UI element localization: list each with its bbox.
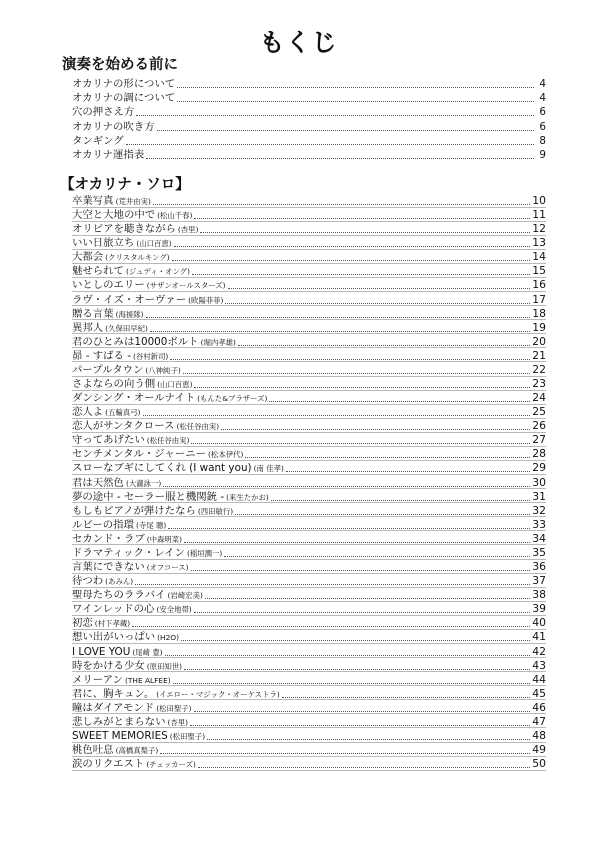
toc-entry-artist: (中森明菜) [146,534,183,544]
toc-entry-page-number: 12 [532,222,546,236]
toc-entry-title: 大空と大地の中で [72,209,156,222]
dot-leader [184,533,530,543]
toc-entry-line [72,148,546,162]
toc-entry[interactable] [72,363,546,377]
toc-entry-artist: (八神純子) [145,365,181,375]
toc-entry-page-number: 8 [539,134,546,147]
toc-entry-artist: (サザンオールスターズ) [146,281,226,291]
toc-entry-artist: (山口百恵) [136,239,172,249]
toc-entry[interactable] [72,560,546,574]
toc-entry-artist: (松田聖子) [156,703,192,713]
toc-entry[interactable] [72,757,546,771]
dot-leader [135,575,530,585]
toc-entry-title: 贈る言葉 [72,307,114,320]
toc-entry-artist: (オフコース) [146,563,189,573]
toc-entry[interactable] [72,391,546,405]
toc-entry-title: 言葉にできない [72,561,145,574]
dot-leader [191,561,531,571]
toc-entry-artist: (高橋真梨子) [115,746,159,756]
toc-entry-title: ダンシング・オールナイト [72,392,196,405]
dot-leader [282,688,531,698]
dot-leader [181,631,530,641]
dot-leader [146,149,534,159]
toc-entry-line [72,504,546,518]
toc-entry[interactable] [72,546,546,560]
toc-entry-line [72,673,546,687]
toc-entry-page-number: 50 [532,757,546,771]
toc-entry-line [72,546,546,560]
toc-entry[interactable] [72,208,546,222]
toc-entry-title: オリビアを聴きながら [72,223,176,236]
toc-entry-page-number: 49 [532,743,546,757]
toc-entry-artist: (大瀧詠一) [125,478,162,488]
toc-entry-title: 大都会 [72,251,104,264]
toc-entry-line [72,321,546,335]
toc-entry-page-number: 30 [532,475,546,489]
toc-entry-line [72,194,546,208]
toc-list-intro [72,77,546,162]
toc-entry-artist: (原田知世) [146,661,183,671]
toc-entry-page-number: 9 [539,148,546,161]
toc-entry-title: SWEET MEMORIES [72,729,168,742]
toc-entry-artist: (西田敏行) [197,506,234,516]
toc-entry-title: ワインレッドの心 [72,603,155,616]
toc-entry-page-number: 22 [532,362,546,376]
dot-leader [194,378,530,388]
toc-entry-title: 待つわ [72,575,104,588]
toc-entry-line [72,91,546,105]
dot-leader [221,420,530,430]
toc-entry-line [72,208,546,222]
toc-entry-line [72,729,546,743]
toc-entry-title: ラヴ・イズ・オーヴァー [72,293,187,306]
toc-entry-artist: (チェッカーズ) [146,760,196,770]
toc-entry-artist: (来生たかお) [226,492,269,502]
toc-entry-artist: (久保田早紀) [105,323,148,333]
toc-entry-line [72,363,546,377]
toc-entry[interactable] [72,148,546,162]
toc-entry[interactable] [72,588,546,602]
dot-leader [177,78,534,88]
toc-entry-title: 君は天然色 [72,476,124,489]
toc-entry-line [72,574,546,588]
toc-entry-artist: (安全地帯) [156,605,192,615]
toc-entry-line [72,588,546,602]
toc-entry-title: 恋人よ [72,406,104,419]
toc-entry-title: 君のひとみは10000ボルト [72,335,199,348]
toc-entry-artist: (山口百恵) [157,380,193,390]
toc-entry[interactable] [72,715,546,729]
toc-entry-artist: (ジュディ・オング) [125,267,190,277]
toc-entry-artist: (南 佳孝) [253,464,284,474]
toc-entry[interactable] [72,349,546,363]
toc-entry[interactable] [72,532,546,546]
toc-entry-page-number: 27 [532,433,546,447]
toc-entry-artist: (THE ALFEE) [125,675,171,685]
toc-entry-artist: (クリスタルキング) [105,253,170,263]
dot-leader [190,716,530,726]
toc-entry[interactable] [72,616,546,630]
toc-entry-line [72,616,546,630]
dot-leader [132,617,530,627]
toc-entry-line [72,602,546,616]
toc-entry[interactable] [72,476,546,490]
toc-entry-title: 異邦人 [72,321,104,334]
toc-entry-line [72,236,546,250]
toc-entry-page-number: 4 [539,78,546,90]
toc-entry-line [72,77,546,91]
toc-entry-page-number: 31 [532,489,546,503]
toc-entry-artist: (松本伊代) [208,450,244,460]
toc-entry-line [72,105,546,119]
section-heading-intro: 演奏を始める前に [62,57,178,73]
toc-entry-title: さよならの向う側 [72,378,156,391]
toc-entry-page-number: 26 [532,419,546,433]
toc-entry-title: 夢の途中 - セーラー服と機関銃 - [72,490,225,503]
toc-entry-line [72,335,546,349]
dot-leader [143,406,531,416]
toc-entry[interactable] [72,645,546,659]
toc-entry-page-number: 24 [532,391,546,405]
toc-entry-page-number: 17 [532,292,546,306]
dot-leader [184,660,530,670]
toc-entry[interactable] [72,250,546,264]
toc-entry-title: 悲しみがとまらない [72,715,166,728]
toc-entry[interactable] [72,504,546,518]
toc-entry-line [72,433,546,447]
toc-entry-line [72,307,546,321]
dot-leader [245,448,530,458]
toc-entry-title: オカリナ運指表 [72,148,145,161]
toc-entry-page-number: 36 [532,560,546,574]
toc-entry-line [72,645,546,659]
dot-leader [126,135,534,145]
toc-entry-line [72,757,546,771]
dot-leader [157,121,534,131]
toc-entry-artist: (欧陽菲菲) [188,295,224,305]
dot-leader [235,505,530,515]
dot-leader [173,674,531,684]
toc-entry-line [72,447,546,461]
toc-entry-artist: (五輪真弓) [105,408,141,418]
toc-entry-artist: (イエロー・マジック・オーケストラ) [156,689,280,699]
dot-leader [194,702,531,712]
toc-entry[interactable] [72,321,546,335]
toc-entry-title: いい日旅立ち [72,237,135,250]
toc-entry[interactable] [72,307,546,321]
toc-entry-title: 聖母たちのララバイ [72,589,166,602]
toc-entry-page-number: 46 [532,700,546,714]
toc-entry-title: オカリナの調について [72,92,176,105]
toc-entry-page-number: 37 [532,574,546,588]
toc-entry-line [72,476,546,490]
toc-entry-title: ドラマティック・レイン [72,546,185,559]
toc-entry-line [72,405,546,419]
toc-entry-line [72,659,546,673]
toc-entry-title: スローなブギにしてくれ (I want you) [72,462,252,475]
toc-entry-page-number: 25 [532,405,546,419]
toc-entry-title: オカリナの吹き方 [72,120,155,133]
toc-entry-line [72,461,546,475]
toc-entry-artist: (尾崎 豊) [132,647,163,657]
toc-list-solo [72,194,546,771]
toc-entry-line [72,278,546,292]
toc-entry-page-number: 44 [532,672,546,686]
toc-entry[interactable] [72,236,546,250]
toc-entry-artist: (松田聖子) [169,731,206,741]
toc-entry[interactable] [72,405,546,419]
toc-entry-page-number: 16 [532,278,546,292]
toc-entry-title: 魅せられて [72,265,124,278]
toc-entry-title: 瞳はダイアモンド [72,701,155,714]
toc-entry[interactable] [72,687,546,701]
toc-entry-artist: (谷村新司) [132,351,169,361]
toc-entry-artist: (あみん) [105,577,134,587]
toc-entry[interactable] [72,659,546,673]
toc-entry-line [72,518,546,532]
dot-leader [198,758,530,768]
toc-entry-page-number: 4 [539,92,546,105]
toc-entry-page-number: 33 [532,517,546,531]
dot-leader [271,491,530,501]
dot-leader [200,223,530,233]
dot-leader [205,589,530,599]
toc-entry-page-number: 48 [532,728,546,742]
toc-entry-artist: (岩崎宏美) [167,591,203,601]
toc-entry-title: タンギング [72,134,124,147]
toc-entry[interactable] [72,91,546,105]
dot-leader [165,646,531,656]
page-title: もくじ [259,28,338,57]
dot-leader [183,364,531,374]
toc-entry-page-number: 47 [532,714,546,728]
toc-entry-artist: (海援隊) [115,309,144,319]
toc-entry-page-number: 21 [532,348,546,362]
dot-leader [170,350,530,360]
dot-leader [269,392,530,402]
dot-leader [191,434,530,444]
dot-leader [146,308,531,318]
toc-entry-page-number: 6 [539,120,546,133]
toc-entry-title: 恋人がサンタクロース [72,420,175,433]
toc-entry-page-number: 28 [532,447,546,461]
toc-entry-title: センチメンタル・ジャーニー [72,448,207,461]
toc-entry-title: 初恋 [72,617,93,630]
toc-entry-line [72,264,546,278]
toc-entry-artist: (杏里) [167,717,189,727]
toc-entry-line [72,715,546,729]
toc-entry-page-number: 18 [532,306,546,320]
dot-leader [224,547,530,557]
toc-entry-page-number: 41 [532,630,546,644]
toc-entry-title: 桃色吐息 [72,744,114,757]
toc-entry[interactable] [72,574,546,588]
toc-entry[interactable] [72,461,546,475]
toc-entry[interactable] [72,77,546,91]
toc-entry-page-number: 39 [532,602,546,616]
toc-entry-title: セカンド・ラブ [72,532,145,545]
toc-entry-artist: (松山千春) [157,211,193,221]
toc-entry-title: もしもピアノが弾けたなら [72,504,196,517]
toc-entry-title: メリーアン [72,673,124,686]
toc-entry[interactable] [72,701,546,715]
toc-entry-line [72,377,546,391]
toc-entry[interactable] [72,278,546,292]
toc-entry-page-number: 15 [532,264,546,278]
toc-entry-artist: (松任谷由実) [146,436,190,446]
toc-entry-page-number: 19 [532,320,546,334]
toc-entry-title: 卒業写真 [72,195,114,207]
toc-entry-title: 穴の押さえ方 [72,106,135,119]
toc-entry[interactable] [72,222,546,236]
toc-entry-artist: (寺尾 聰) [135,520,167,530]
toc-entry-page-number: 29 [532,461,546,475]
toc-entry-title: 守ってあげたい [72,434,145,447]
toc-entry-line [72,687,546,701]
toc-entry-line [72,134,546,148]
toc-entry-page-number: 6 [539,106,546,119]
toc-entry[interactable] [72,105,546,119]
toc-entry[interactable] [72,377,546,391]
dot-leader [207,730,530,740]
toc-entry-title: 君に、胸キュン。 [72,687,155,700]
dot-leader [177,92,534,102]
toc-entry-title: オカリナの形について [72,78,176,90]
dot-leader [194,603,530,613]
toc-entry[interactable] [72,518,546,532]
toc-entry[interactable] [72,335,546,349]
toc-entry[interactable] [72,194,546,208]
dot-leader [286,462,530,472]
toc-entry-page-number: 38 [532,588,546,602]
toc-entry-title: いとしのエリー [72,279,145,292]
toc-entry-line [72,391,546,405]
dot-leader [160,744,530,754]
toc-entry-artist: (杏里) [177,225,199,235]
toc-entry-line [72,419,546,433]
toc-entry-artist: (松任谷由実) [176,422,220,432]
toc-entry-page-number: 40 [532,616,546,630]
toc-entry-line [72,630,546,644]
toc-entry[interactable] [72,490,546,504]
dot-leader [225,294,530,304]
toc-entry-line [72,120,546,134]
toc-entry-line [72,743,546,757]
toc-entry[interactable] [72,134,546,148]
toc-entry-title: I LOVE YOU [72,645,131,658]
dot-leader [153,195,530,205]
toc-entry-line [72,560,546,574]
dot-leader [238,336,530,346]
toc-entry-line [72,349,546,363]
toc-entry-line [72,222,546,236]
toc-entry-artist: (H2O) [157,633,179,643]
toc-entry[interactable] [72,264,546,278]
dot-leader [163,477,530,487]
dot-leader [228,279,531,289]
toc-entry-line [72,293,546,307]
toc-entry[interactable] [72,602,546,616]
toc-entry[interactable] [72,419,546,433]
toc-entry-page-number: 43 [532,658,546,672]
toc-entry-page-number: 42 [532,644,546,658]
toc-entry-title: 涙のリクエスト [72,758,145,771]
toc-entry-page-number: 23 [532,377,546,391]
toc-entry[interactable] [72,447,546,461]
toc-entry-artist: (もんた&ブラザーズ) [197,394,268,404]
toc-entry-title: 時をかける少女 [72,659,145,672]
toc-entry-line [72,701,546,715]
toc-entry-title: 想い出がいっぱい [72,631,156,644]
toc-entry-page-number: 35 [532,545,546,559]
toc-entry-artist: (稲垣潤一) [186,548,223,558]
toc-entry[interactable] [72,433,546,447]
toc-entry-line [72,250,546,264]
toc-entry-page-number: 10 [532,194,546,207]
toc-entry-page-number: 34 [532,531,546,545]
dot-leader [192,265,530,275]
toc-entry[interactable] [72,630,546,644]
toc-entry-page-number: 11 [532,208,546,222]
dot-leader [168,519,530,529]
dot-leader [150,322,530,332]
toc-entry-page-number: 20 [532,334,546,348]
toc-entry[interactable] [72,120,546,134]
toc-entry-page-number: 13 [532,236,546,250]
dot-leader [174,237,531,247]
toc-entry[interactable] [72,293,546,307]
section-heading-solo: 【オカリナ・ソロ】 [60,177,190,193]
toc-entry[interactable] [72,743,546,757]
dot-leader [172,251,531,261]
toc-entry-title: パープルタウン [72,363,144,376]
toc-entry-line [72,490,546,504]
toc-entry-line [72,532,546,546]
toc-entry[interactable] [72,673,546,687]
dot-leader [194,209,530,219]
dot-leader [136,106,534,116]
toc-entry-artist: (荒井由実) [115,197,151,206]
toc-entry-artist: (村下孝蔵) [94,619,131,629]
toc-entry[interactable] [72,729,546,743]
toc-entry-title: 昴 - すばる - [72,349,131,362]
toc-entry-artist: (堀内孝雄) [200,337,236,347]
toc-entry-page-number: 32 [532,503,546,517]
toc-entry-title: ルビーの指環 [72,518,134,531]
toc-entry-page-number: 14 [532,250,546,264]
toc-entry-page-number: 45 [532,686,546,700]
